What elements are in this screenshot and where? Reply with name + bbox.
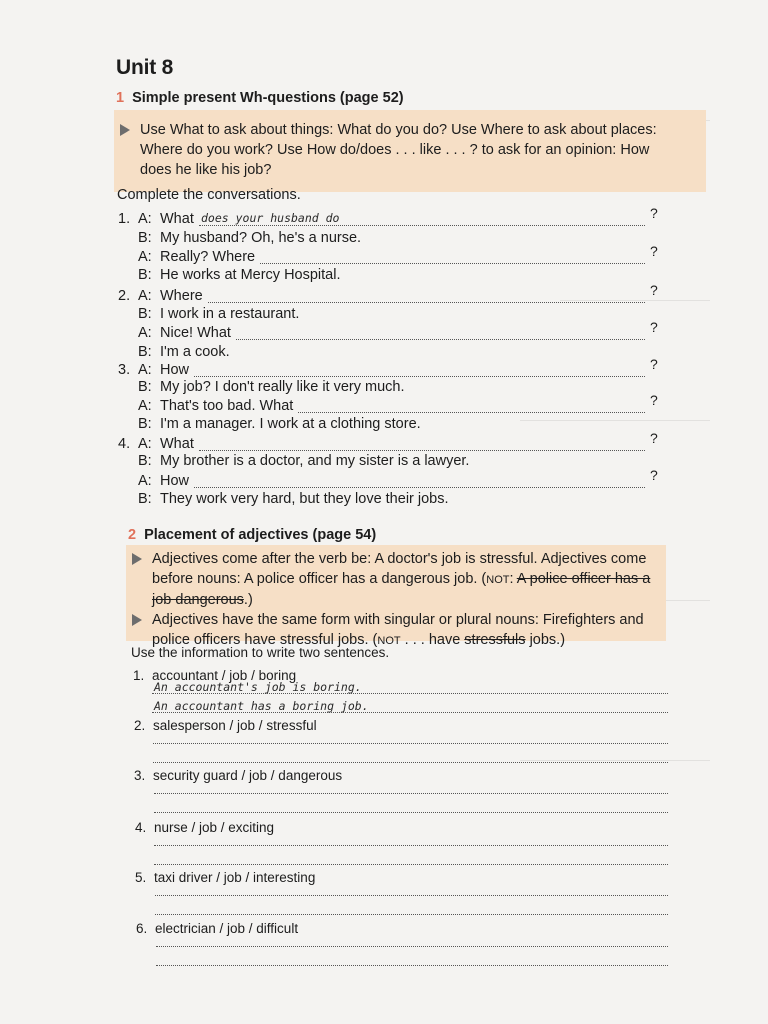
rule-text-line: before nouns: A police officer has a dangerous job. (NOT: A police officer has a [152,571,651,587]
rule-text-line: Use What to ask about things: What do you do? Use Where to ask about places: [140,122,657,138]
speaker-label: B: [138,453,152,469]
line-text: What [160,436,194,452]
item-prompt [134,718,317,733]
triangle-bullet-icon [132,553,142,565]
line-text: My job? I don't really like it very much. [160,379,405,395]
item-number: 6. [136,921,148,936]
sentence-blank[interactable] [156,946,668,947]
conversation-line [138,343,230,362]
section-2-number: 2 [128,527,137,543]
sentence-blank[interactable] [155,914,668,915]
rule-text-line: Where do you work? Use How do/does . . . like . . . ? to ask for an opinion: How [140,142,650,158]
handwritten-answer: An accountant has a boring job. [154,699,369,713]
struck-example: job dangerous [152,592,244,608]
conversation-line [138,397,293,416]
question-mark: ? [650,243,658,259]
rule-text-line: does he like his job? [140,162,272,178]
section-2-rule-box [126,545,666,648]
not-label: NOT [377,635,401,647]
show-through-line [520,760,710,761]
section-2-title: Placement of adjectives (page 54) [144,527,377,543]
speaker-label: B: [138,416,152,432]
speaker-label: A: [138,288,152,304]
conversation-line [138,415,421,434]
conversation-line [138,305,299,324]
conversation-line [138,452,469,471]
question-mark: ? [650,282,658,298]
answer-blank[interactable] [199,225,645,226]
line-text: He works at Mercy Hospital. [160,267,341,283]
rule-line [126,549,666,610]
sentence-blank[interactable] [153,743,668,744]
struck-example: A police officer has a [516,571,651,587]
struck-example: stressfuls [464,632,526,648]
item-number: 1. [133,668,145,683]
conversation-line [138,378,405,397]
triangle-bullet-icon [120,124,130,136]
section-1-number: 1 [116,90,125,106]
conversation-number: 3. [118,362,131,378]
show-through-line [560,300,710,301]
rule-line [114,120,706,180]
triangle-bullet-icon [132,614,142,626]
item-prompt [135,820,274,835]
handwritten-answer: An accountant's job is boring. [154,680,362,694]
sentence-blank[interactable] [154,793,668,794]
question-mark: ? [650,467,658,483]
rule-text-line: police officers have stressful jobs. (NOT . . . have stressfuls jobs.) [152,632,566,648]
speaker-label: B: [138,344,152,360]
line-text: Really? Where [160,249,256,265]
answer-blank[interactable] [236,339,645,340]
conversation-line [138,248,255,267]
section-2-instruction: Use the information to write two sentences. [131,645,390,660]
item-number: 2. [134,718,146,733]
conversation-line [138,266,341,285]
conversation-number: 2. [118,288,131,304]
answer-blank[interactable] [194,376,645,377]
item-number: 4. [135,820,147,835]
item-prompt [136,921,298,936]
conversation-line [138,490,449,509]
sentence-blank[interactable] [154,845,668,846]
conversation-line [138,229,361,248]
rule-text-line: Adjectives come after the verb be: A doctor's job is stressful. Adjectives come [152,551,647,567]
answer-blank[interactable] [208,302,645,303]
sentence-blank[interactable] [154,864,668,865]
show-through-line [520,420,710,421]
section-1-instruction: Complete the conversations. [117,187,301,203]
speaker-label: A: [138,249,152,265]
answer-blank[interactable] [194,487,645,488]
line-text: What [160,211,194,227]
speaker-label: A: [138,362,152,378]
line-text: My husband? Oh, he's a nurse. [160,230,362,246]
section-1-heading [116,90,404,106]
item-number: 5. [135,870,147,885]
section-1-title: Simple present Wh-questions (page 52) [132,90,404,106]
speaker-label: A: [138,473,152,489]
question-mark: ? [650,430,658,446]
item-prompt [135,870,315,885]
section-2-heading [128,527,376,543]
line-text: How [160,473,190,489]
sentence-blank[interactable] [156,965,668,966]
question-mark: ? [650,392,658,408]
item-prompt [134,768,342,783]
line-text: How [160,362,190,378]
speaker-label: A: [138,325,152,341]
line-text: I'm a manager. I work at a clothing store. [160,416,421,432]
item-words: taxi driver / job / interesting [154,870,316,885]
conversation-number: 1. [118,211,131,227]
not-label: NOT [486,574,510,586]
speaker-label: B: [138,491,152,507]
sentence-blank[interactable] [154,812,668,813]
line-text: I work in a restaurant. [160,306,300,322]
answer-blank[interactable] [199,450,645,451]
line-text: That's too bad. What [160,398,294,414]
question-mark: ? [650,319,658,335]
line-text: My brother is a doctor, and my sister is a lawyer. [160,453,470,469]
question-mark: ? [650,205,658,221]
sentence-blank[interactable] [155,895,668,896]
line-text: I'm a cook. [160,344,230,360]
conversation-number: 4. [118,436,131,452]
unit-title: Unit 8 [116,56,174,79]
speaker-label: A: [138,436,152,452]
speaker-label: B: [138,230,152,246]
line-text: Nice! What [160,325,231,341]
item-words: security guard / job / dangerous [153,768,343,783]
answer-blank[interactable] [298,412,645,413]
question-mark: ? [650,356,658,372]
line-text: They work very hard, but they love their jobs. [160,491,449,507]
answer-blank[interactable] [260,263,645,264]
conversation-line [138,472,189,491]
section-1-rule-box [114,110,706,192]
conversation-line [118,210,194,229]
handwritten-answer: does your husband do [201,211,340,225]
item-number: 3. [134,768,146,783]
conversation-line [118,287,203,306]
speaker-label: B: [138,379,152,395]
sentence-blank[interactable] [153,762,668,763]
line-text: Where [160,288,203,304]
item-words: accountant / job / boring [152,668,297,683]
conversation-line [138,324,231,343]
item-words: salesperson / job / stressful [153,718,317,733]
rule-text-line: Adjectives have the same form with singular or plural nouns: Firefighters and [152,612,644,628]
speaker-label: B: [138,306,152,322]
speaker-label: B: [138,267,152,283]
speaker-label: A: [138,211,152,227]
speaker-label: A: [138,398,152,414]
item-words: electrician / job / difficult [155,921,299,936]
rule-text-line: job dangerous.) [152,592,253,608]
item-words: nurse / job / exciting [154,820,275,835]
